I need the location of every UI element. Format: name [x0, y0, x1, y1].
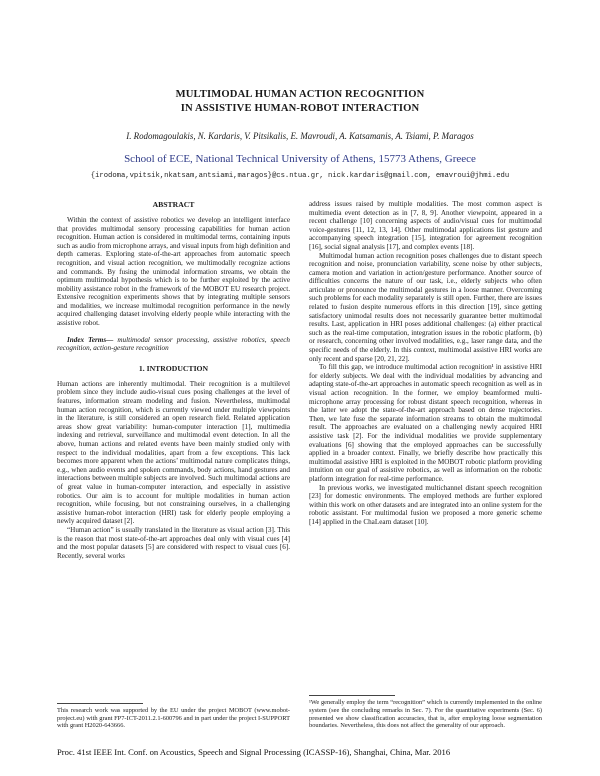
introduction-heading: 1. INTRODUCTION — [138, 363, 209, 373]
footnote-rule-left — [57, 703, 143, 704]
paper-title-line-1: MULTIMODAL HUMAN ACTION RECOGNITION — [175, 89, 425, 100]
page-footer: Proc. 41st IEEE Int. Conf. on Acoustics, Speech and Signal Processing (ICASSP-16), Shanghai, China, Mar. 2016 — [57, 747, 451, 757]
left-column — [57, 200, 290, 730]
two-column-body — [57, 200, 543, 730]
footnote-block-left — [57, 703, 290, 730]
footnote-left: This research work was supported by the EU under the project MOBOT (www.mobot-project.eu) with grant FP7-ICT-2011.2.1-600796 and in part under the project I-SUPPORT with grant H2020-643666. — [57, 706, 290, 730]
paper-title-line-2: IN ASSISTIVE HUMAN-ROBOT INTERACTION — [180, 102, 420, 114]
right-paragraph-4: In previous works, we investigated multichannel distant speech recognition [23] for domestic environments. The employed methods are further explored within this work on other datasets and are integrated into an online system for the robotic assistant. For multimodal fusion we proposed a more generic scheme [14] applied in the ChaLearn dataset [10]. — [309, 483, 542, 526]
index-terms-label: Index Terms— — [67, 335, 114, 344]
abstract-text: Within the context of assistive robotics we develop an intelligent interface that provides multimodal sensory processing capabilities for human action recognition. Human action is considered in multimodal terms, containing inputs such as audio from microphone arrays, and visual inputs from high definition and depth cameras. Exploring state-of-the-art approaches from automatic speech recognition, and visual action recognition, we multimodally recognize actions and commands. By fusing the unimodal information streams, we obtain the optimum multimodal hypothesis which is to be further exploited by the active mobility assistance robot in the framework of the MOBOT EU research project. Extensive recognition experiments shows that by integrating multiple sensors and modalities, we increase multimodal recognition performance in the newly acquired challenging dataset involving elderly people while interacting with the assistive robot. — [57, 215, 291, 328]
right-paragraph-2: Multimodal human action recognition poses challenges due to distant speech recognition and noise, pronunciation variability, scene noise by other subjects, camera motion and variation in action/gesture performance. Another source of difficulties concerns the nature of our task, i.e., elderly subjects who often articulate or pronounce the multimodal gestures in a loose manner. Overcoming such problems for each modality separately is still open. Further, there are issues related to fusion despite numerous efforts in this direction [19], since getting satisfactory unimodal results does not necessarily guarantee better multimodal results. Last, application in HRI poses additional challenges: (a) either practical such as the real-time computation, integration issues in the robotic platform, (b) or research, concerning other involved modalities, e.g., laser range data, and the specific needs of the elderly. In this context, multimodal assistive HRI works are only recent and sparse [20, 21, 22]. — [309, 251, 542, 363]
abstract-heading: ABSTRACT — [152, 199, 195, 209]
right-paragraph-3: To fill this gap, we introduce multimodal action recognition¹ in assistive HRI for elderly subjects. We deal with the individual modalities by advancing and adapting state-of-the-art approaches in automatic speech recognition as well as in visual action recognition. In the former, we employ beamformed multi-microphone array processing for robust distant speech recognition, whereas in the latter we adopt the state-of-the-art approach based on dense trajectories. Then, we late fuse the separate information streams to obtain the multimodal result. The approaches are evaluated on a challenging newly acquired HRI assistive task [2]. For the individual modalities we provide supplementary evaluations [6] showing that the employed approaches can be successfully applied in a broader context. Finally, we briefly describe how practically this multimodal assistive HRI is exploited in the MOBOT robotic platform providing intuition on our goal of assistive robotics, as well as information on the robotic platform integration for real-time performance. — [309, 363, 542, 483]
right-paragraph-1: address issues raised by multiple modalities. The most common aspect is multimedia event detection as in [7, 8, 9]. Another viewpoint, appeared in a recent challenge [10] concerning aspects of audio/visual cues for multimodal voice-gestures [11, 12, 13, 14]. Other multimodal applications list gesture and accompanying speech integration [15], integration for agreement recognition [16], social signal analysis [17], and complex events [18]. — [309, 199, 542, 251]
right-column — [309, 200, 542, 730]
intro-paragraph-2: “Human action” is usually translated in the literature as visual action [3]. This is the reason that most state-of-the-art approaches deal only with visual cues [4] and the most popular datasets [5] are considered with respect to visual cues [6]. Recently, several works — [57, 525, 290, 560]
intro-paragraph-1: Human actions are inherently multimodal. Their recognition is a multilevel problem since they include audio-visual cues posing challenges at the level of features, information stream modeling and fusion. Nevertheless, multimodal human action recognition, which is currently viewed under multiple viewpoints in the literature, is still considered an open research field. Related application areas show great variability: human-computer interaction [1], multimedia indexing and retrieval, surveillance and multimodal event detection. In all the above, human actions and related events have been mainly studied only with respect to the individual modalities, apart from a few exceptions. This lack becomes more apparent when the actions’ multimodal nature complicates things, e.g., when audio events and spoken commands, body actions, hand gestures and interactions between multiple subjects are involved. Such multimodal actions are of great value in human-computer interaction, and especially in assistive robotics. Our aim is to account for multiple modalities in human action recognition, while focusing, but not constraining ourselves, in a challenging assistive human-robot interaction (HRI) task for elderly people employing a newly acquired dataset [2]. — [57, 379, 290, 526]
footnote-right: ¹We generally employ the term “recognition” which is currently implemented in the online system (see the concluding remarks in Sec. 7). For the quantitative experiments (Sec. 6) presented we show classification accuracies, that is, after employing loose segmentation boundaries. Nevertheless, this does not affect the generality of our approach. — [309, 699, 542, 730]
paper-header — [57, 88, 543, 180]
affiliation-line: School of ECE, National Technical University of Athens, 15773 Athens, Greece — [124, 152, 476, 165]
authors-line: I. Rodomagoulakis, N. Kardaris, V. Pitsikalis, E. Mavroudi, A. Katsamanis, A. Tsiami, P. Maragos — [126, 130, 474, 141]
index-terms — [57, 336, 290, 353]
emails-line: {irodoma,vpitsik,nkatsam,antsiami,maragos}@cs.ntua.gr, nick.kardaris@gmail.com, emavroui@jhmi.edu — [90, 171, 510, 180]
index-terms-text: multimodal sensor processing, assistive robotics, speech recognition, action-gesture recognition — [57, 335, 290, 353]
footnote-block-right — [309, 695, 542, 730]
footnote-rule-right — [309, 695, 395, 696]
